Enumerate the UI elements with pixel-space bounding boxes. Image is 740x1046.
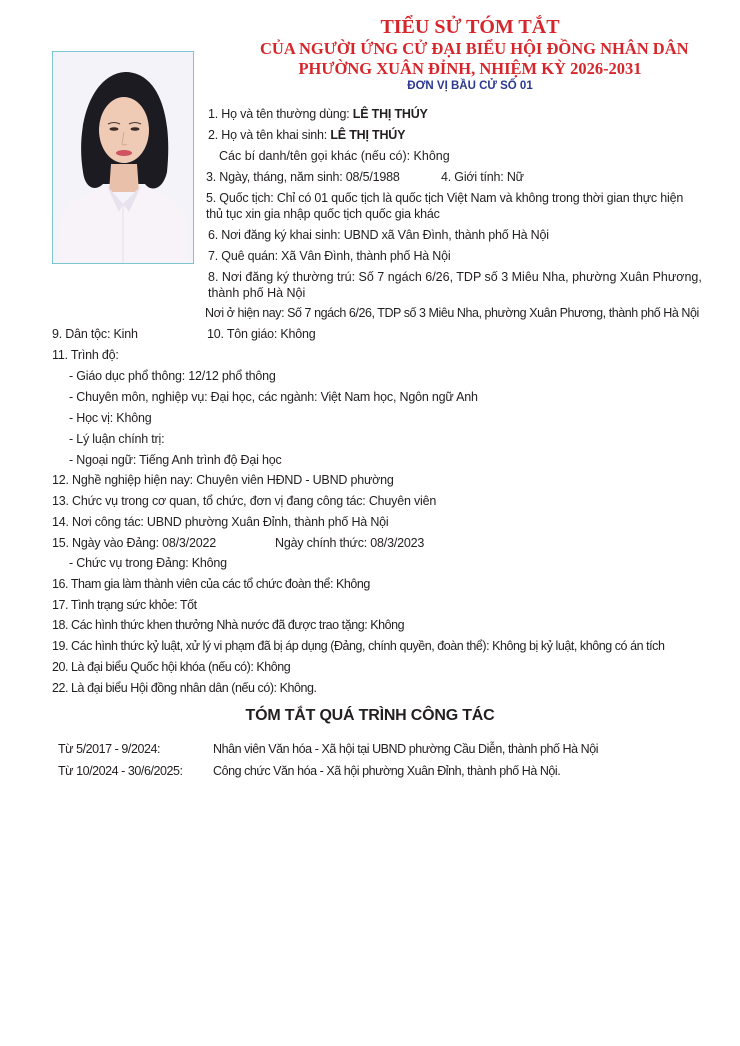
- education-item-specialty: - Chuyên môn, nghiệp vụ: Đại học, các ngành: Việt Nam học, Ngôn ngữ Anh: [69, 390, 478, 404]
- work-history-period: Từ 5/2017 - 9/2024:: [58, 742, 160, 756]
- field-common-name-value: LÊ THỊ THÚY: [352, 107, 428, 121]
- electoral-unit: ĐƠN VỊ BẦU CỬ SỐ 01: [407, 80, 533, 92]
- field-party-official-date: Ngày chính thức: 08/3/2023: [275, 536, 425, 550]
- field-current-residence: Nơi ở hiện nay: Số 7 ngách 6/26, TDP số 3 Miêu Nha, phường Xuân Phương, thành phố Hà Nội: [205, 306, 699, 320]
- field-peoples-council: 22. Là đại biểu Hội đồng nhân dân (nếu có): Không.: [52, 681, 317, 695]
- field-birth-name-label: 2. Họ và tên khai sinh:: [208, 128, 331, 142]
- field-birth-name-value: LÊ THỊ THÚY: [330, 128, 406, 142]
- field-permanent-residence-line1: 8. Nơi đăng ký thường trú: Số 7 ngách 6/26, TDP số 3 Miêu Nha, phường Xuân Phương,: [208, 270, 702, 284]
- work-history-period: Từ 10/2024 - 30/6/2025:: [58, 764, 183, 778]
- field-common-name: [208, 106, 428, 122]
- field-party-join-date: 15. Ngày vào Đảng: 08/3/2022: [52, 536, 216, 550]
- education-item-foreign-language: - Ngoại ngữ: Tiếng Anh trình độ Đại học: [69, 453, 282, 467]
- field-date-of-birth: 3. Ngày, tháng, năm sinh: 08/5/1988: [206, 170, 400, 184]
- field-workplace: 14. Nơi công tác: UBND phường Xuân Đỉnh, thành phố Hà Nội: [52, 515, 389, 529]
- work-history-title: TÓM TẮT QUÁ TRÌNH CÔNG TÁC: [245, 707, 495, 724]
- field-religion: 10. Tôn giáo: Không: [207, 327, 316, 341]
- work-history-description: Công chức Văn hóa - Xã hội phường Xuân Đỉnh, thành phố Hà Nội.: [213, 764, 561, 778]
- education-item-political-theory: - Lý luận chính trị:: [69, 432, 165, 446]
- field-permanent-residence-line2: thành phố Hà Nội: [208, 286, 306, 300]
- field-occupation: 12. Nghề nghiệp hiện nay: Chuyên viên HĐND - UBND phường: [52, 473, 394, 487]
- field-national-assembly: 20. Là đại biểu Quốc hội khóa (nếu có): Không: [52, 660, 291, 674]
- field-education-heading: 11. Trình độ:: [52, 348, 119, 362]
- field-gender: 4. Giới tính: Nữ: [441, 170, 524, 184]
- education-item-degree: - Học vị: Không: [69, 411, 152, 425]
- field-birth-registration-place: 6. Nơi đăng ký khai sinh: UBND xã Vân Đình, thành phố Hà Nội: [208, 228, 549, 242]
- document-subtitle-line2: PHƯỜNG XUÂN ĐỈNH, NHIỆM KỲ 2026-2031: [298, 59, 642, 78]
- field-organizations: 16. Tham gia làm thành viên của các tổ chức đoàn thể: Không: [52, 577, 370, 591]
- portrait-image: [53, 52, 193, 263]
- education-item-general: - Giáo dục phổ thông: 12/12 phổ thông: [69, 369, 276, 383]
- field-ethnicity: 9. Dân tộc: Kinh: [52, 327, 138, 341]
- field-party-position: - Chức vụ trong Đảng: Không: [69, 556, 227, 570]
- field-birth-name: [208, 127, 405, 143]
- field-awards: 18. Các hình thức khen thưởng Nhà nước đã được trao tặng: Không: [52, 618, 405, 632]
- field-hometown: 7. Quê quán: Xã Vân Đình, thành phố Hà Nội: [208, 249, 451, 263]
- field-nationality-line2: thủ tục xin gia nhập quốc tịch quốc gia khác: [206, 207, 440, 221]
- work-history-description: Nhân viên Văn hóa - Xã hội tại UBND phường Cầu Diễn, thành phố Hà Nội: [213, 742, 599, 756]
- document-subtitle-line1: CỦA NGƯỜI ỨNG CỬ ĐẠI BIỂU HỘI ĐỒNG NHÂN DÂN: [260, 39, 689, 58]
- field-discipline: 19. Các hình thức kỷ luật, xử lý vi phạm đã bị áp dụng (Đảng, chính quyền, đoàn thể): Không bị kỷ luật, không có án tích: [52, 639, 665, 653]
- field-health: 17. Tình trạng sức khỏe: Tốt: [52, 598, 197, 612]
- field-common-name-label: 1. Họ và tên thường dùng:: [208, 107, 353, 121]
- field-aliases: Các bí danh/tên gọi khác (nếu có): Không: [219, 149, 450, 163]
- candidate-photo: [52, 51, 194, 264]
- field-position: 13. Chức vụ trong cơ quan, tổ chức, đơn vị đang công tác: Chuyên viên: [52, 494, 437, 508]
- field-nationality-line1: 5. Quốc tịch: Chỉ có 01 quốc tịch là quốc tịch Việt Nam và không trong thời gian thực hiện: [206, 191, 684, 205]
- document-title: TIỂU SỬ TÓM TẮT: [380, 16, 560, 38]
